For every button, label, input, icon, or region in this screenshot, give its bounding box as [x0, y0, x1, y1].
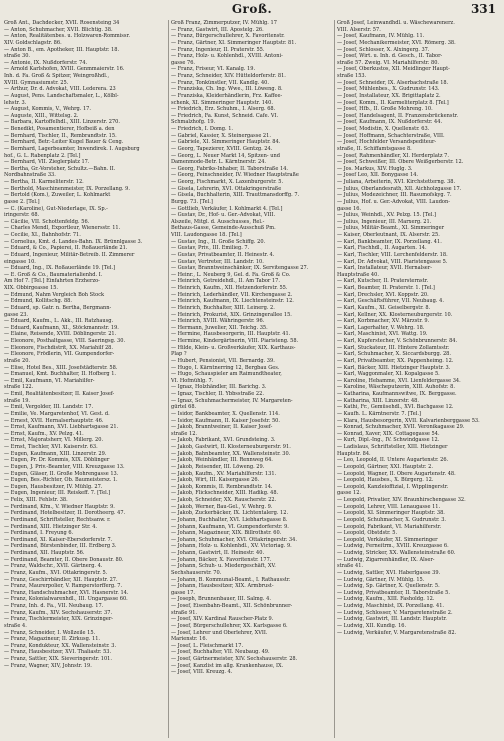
directory-entry: — Cecilie, XI., Bahnhofstr. 71.	[4, 232, 81, 238]
directory-entry: — August, Pens. Landschaftsmaler, L., Kölbl-	[4, 92, 119, 99]
directory-entry: straße, II. Schiffamtsgasse 8.	[337, 145, 412, 152]
directory-entry: — Edmund, Nahm Vergleich Boh Stock	[4, 291, 105, 298]
directory-entry: — Josef, L. Fleischmarkt 17.	[171, 642, 244, 649]
directory-entry: — Kaufh. L. Kärntnerstr. 7. [Tel.]	[337, 410, 421, 417]
directory-entry: — Franz, Schneider, XIV. Hütteldorferstr. 81.	[171, 73, 286, 79]
directory-entry: — Bernhard, Lagerbeamter, Inwendirek. I. Augsburg	[4, 145, 140, 152]
directory-entry: — Josef, Gärtnermeister, XIV. Sechshauserstr. 28.	[171, 656, 298, 662]
directory-entry: — Hugo, I. Kärntnerring 12, Bergbau Ges.	[171, 364, 280, 371]
directory-entry: — Leopold, Fabrikant, VI. Mariahilferstr.	[337, 523, 442, 530]
directory-entry: — Jakob, Fabrikant, XVI. Grundsteing. 3.	[171, 437, 276, 444]
directory-entry: — Emil, Vergolder, III. Landstr. 17.	[4, 404, 94, 411]
directory-entry: — Josef, Bürgerschullehrer, XX. Karlsgasse 6.	[171, 622, 288, 629]
directory-entry: — Jakob, Reisender, III. Löweng. 29.	[171, 463, 265, 470]
directory-entry: — Josef, Installateur, XX. Brigittaplatz 2.	[337, 92, 441, 99]
directory-entry: — Josef, Komm., II. Karmeliterplatz 8. [Tel.]	[337, 99, 449, 106]
page-number: 331	[470, 2, 496, 16]
directory-entry: — Franz, Tonkünstler, VII. Kandlg. 40.	[171, 79, 269, 86]
directory-entry: — Franz, Maurerpolier, V. Ramperstorfferg. 7.	[4, 583, 123, 590]
directory-entry: — Josef, Handelsagent, II. Franzensbrückenstr.	[337, 112, 458, 119]
directory-entry: — Franz, Inh. d. Fa., VII. Neubaug. 17.	[4, 603, 104, 609]
directory-entry: — Ignaz, Holzhändler, III. Barichg. 3.	[171, 384, 267, 391]
directory-entry: — Edmund, Kollitschg. 88.	[4, 298, 72, 305]
directory-entry: — Josef, Lehrer und Oberlehrer, XVII.	[171, 629, 268, 636]
directory-entry: — Cornelius, Kmt. d. Landes-Bahn. IX. Brünnlgasse 3.	[4, 238, 143, 245]
directory-entry: — Karl, Fischhdl., II. Augarten. 14.	[337, 245, 427, 252]
directory-entry: — Leopold, Privatier, XIV. Braunhirschengasse 32.	[337, 497, 466, 503]
directory-entry: — Cäcilie, VII. Schottenfeldg. 56.	[4, 218, 90, 225]
directory-entry: Groß Josef, Leinwandhdl. u. Wäschewarenerz.	[337, 20, 455, 26]
directory-entry: — Johann, Kaufmann, VI. Gumpendorferstr. 9.	[171, 523, 289, 530]
directory-entry: — Isidor, Bankbeamter, X. Quellenstr. 114.	[171, 410, 280, 417]
page-header	[0, 2, 504, 18]
directory-entry: — Karl, Lagerhalter, V. Wehrg. 18.	[337, 324, 425, 331]
directory-entry: — Karl, Tischler, VIII. Lerchenfelderstr. 18.	[337, 251, 448, 258]
directory-entry: — Johann, Holz- u. Kohlenhdl., XV. Victoriag. 9.	[171, 543, 292, 550]
directory-entry: — Ludwig, Stricker, XX. Wallensteinstraße 60.	[337, 550, 456, 556]
directory-entry: — Jakob, Zuckerbäcker, IX. Lichtentalerg. 12.	[171, 510, 289, 517]
directory-entry: — Josef, Schneider, IX. Alserbachstraße 18.	[337, 79, 449, 86]
directory-entry: — Karl, Installateur, XVII. Hernalser-	[337, 265, 432, 272]
directory-entry: — Julius, Militär-Beamt., XI. Simmeringer	[337, 225, 445, 232]
directory-entry: — Ernst, Tischler, XVI. Kaiserstr. 63.	[4, 444, 98, 450]
directory-entry: — Jos. Markus, XIV. Huglg. 3.	[337, 165, 413, 172]
running-head: Groß.	[231, 2, 273, 16]
directory-entry: — Emanuel, Kmt. Buchhalter, II. Hofberg 1.	[4, 371, 117, 378]
directory-entry: — Leopold, Gärtner, XXI. Hauptstr. 2.	[337, 463, 433, 470]
directory-entry: — Ludwig, Ferneitrm., XVIII. Kreuzgasse 6.	[337, 543, 449, 550]
directory-entry: gasse 2. [Tel.]	[4, 198, 40, 205]
directory-entry: — Johann, Gastwirt, II. Heinestr. 40.	[171, 550, 265, 556]
directory-entry: — Ludwig, Kaufm., XIII. Fasholdg. 12.	[337, 596, 435, 603]
directory-entry: — Gustav, Privatbeamter, II. Heinestr. 4.	[171, 251, 275, 258]
directory-entry: — Karl, Kaufm., XI. Geiselbergstr. 8.	[337, 304, 431, 311]
directory-entry: — Emil, Kaufmann, VI. Mariahilfer-	[4, 377, 95, 384]
directory-entry: — Bernhard, Betr.-Leiter Kugel Bauer & Ceng.	[4, 139, 124, 146]
directory-entry: — Julius, Oberlandesrath, XII. Aichholzgasse 17.	[337, 185, 462, 192]
directory-entry: — Gustav, Vertreter, III. Landstr. 10.	[171, 258, 264, 265]
directory-entry: — Gustav, Branntweinschänker, IX. Servitengasse 27.	[171, 265, 309, 272]
directory-entry: — Jakob, Bahnbeamter, XX. Wallensteinstr. 30.	[171, 450, 291, 457]
directory-entry: — Johann, Schuhmacher, XVI. Ottakringerstr. 34.	[171, 536, 297, 543]
directory-entry: — Karl, Waggonmaler, XI. Kopalgasse 5.	[337, 371, 440, 378]
directory-entry: — Eduard, sp. Gatr. n. Bertha, Bergmann-	[4, 304, 112, 311]
directory-entry: — Eduard, Kaufmann, XI., Stöckmannstr. 19.	[4, 324, 119, 331]
directory-entry: — Julius, Modezeichner, III. Rasumofskyg. 7.	[337, 192, 452, 199]
directory-entry: — Karl, Dr. Advokat, VIII. Piaristengasse 5.	[337, 258, 448, 265]
directory-entry: — Isidor, Kaufmann, II. Kaiser Josefstr. 50.	[171, 417, 280, 424]
directory-entry: — Hugo, Schauspieler am Raimundtheater,	[171, 371, 282, 378]
directory-entry: — Ignaz, Tischler, II. Ybbsstraße 22.	[171, 391, 264, 397]
directory-entry: — Johann, Hausbesitzer, XIX. Armbrust-	[171, 583, 274, 590]
directory-entry: XIV. Goldschlagstr. 86.	[4, 39, 62, 46]
directory-entry: Am Hof 7. [Tel.] Einfahrten Erzherzo-	[4, 278, 100, 285]
directory-entry: — Leo, Leopold, II. Untere Augartenstr. 26.	[337, 457, 449, 464]
directory-entry: — Eduard, Ing., IX. Roßauerlände 19. [Tel.]	[4, 265, 116, 272]
directory-entry: — Johann, Buchhalter, XVI. Liebhartsgasse 8.	[171, 516, 288, 523]
directory-entry: Marienstr. 16.	[171, 636, 208, 643]
directory-entry: VI. Hofmühlg. 7.	[171, 377, 214, 384]
directory-entry: Plap ?	[171, 351, 187, 358]
directory-entry: — Gustav, Ing., II. Große Schiffg. 20.	[171, 238, 266, 245]
directory-entry: — Josef, Hfb., II. Große Mohreng. 10.	[337, 106, 433, 113]
directory-entry: — Franz, Ingenieur, II. Praterstr. 55.	[171, 46, 265, 53]
directory-entry: — Ernst, Kaufmann, XVI. Liebhartsgasse 21.	[4, 424, 119, 431]
directory-entry: — Bernhard, VII. Zieglerplatz 17.	[4, 159, 90, 166]
directory-entry: Damenmode-Betr. L. Kärntnerstr. 24.	[171, 159, 267, 166]
directory-entry: — Jakob, Kaufm., XV. Mariahilferstr. 131.	[171, 470, 277, 477]
directory-entry: straße 4.	[4, 622, 27, 629]
directory-entry: — Ludwig, Sattler, XVI. Haberlgasse 39.	[337, 569, 441, 576]
directory-entry: — Hermann, Juwelier, XII. Teichg. 35.	[171, 324, 268, 331]
directory-entry: — Leopold, Hausbes., X. Bürgerg. 12.	[337, 477, 434, 484]
directory-entry: — Franz, Gastwirt, III. Apostelg. 26.	[171, 26, 264, 33]
directory-entry: — Karl, Beamter, II. Praterstr. 1. [Tel.]	[337, 285, 435, 291]
column-1	[2, 20, 168, 738]
directory-entry: straße 12.	[171, 430, 198, 437]
directory-entry: — Klara, Hausbesorgerin, XVII. Kalvarienberggasse 53.	[337, 417, 480, 424]
directory-entry: — Ludwig, XII. Kundig. 16.	[337, 622, 407, 629]
directory-entry: XVIII. Gymnasiumstr. 25.	[4, 79, 69, 86]
directory-entry: — Bernhard, Tischler, II., Rembrandtstr. 15.	[4, 132, 117, 139]
directory-entry: — Karl, Bankbeamter, IX. Porzellang. 41.	[337, 238, 442, 245]
directory-entry: — Leopold, Schuhmacher, X. Gudrunstr. 3.	[337, 516, 447, 523]
directory-entry: — Ferdinand, Hotelbesitzer, II. Dorotheerg. 47.	[4, 510, 126, 517]
directory-entry: — Ferdinand, Kfm., V. Wiedner Hauptstr. 9.	[4, 503, 115, 510]
directory-entry: — Leopold, Obstdstr. 5.	[337, 530, 398, 537]
directory-entry: — Jakob, Wirt, III. Kaisergasse 26.	[171, 477, 260, 484]
directory-entry: — Emil, Realitätenbesitzer, II. Kaiser Josef-	[4, 391, 115, 397]
directory-entry: — Karl, Kellner, XX. Klosterneuburgerstr. 10.	[337, 311, 453, 318]
directory-entry: straße 20.	[4, 357, 31, 364]
directory-entry: — Karl, Bäcker, XIII. Hietzinger Hauptstr. 3.	[337, 364, 451, 371]
directory-entry: — Ignaz, Schuhmachermeister, IV. Margareten-	[171, 397, 293, 404]
directory-entry: — Eduard, Ingenieur, Militär-Betreib. II. Zimmerer	[4, 251, 135, 258]
directory-entry: — Ferdinand, XIII. Hietzinger Str. 4.	[4, 523, 98, 530]
directory-entry: — Katharina, Kaufmannswitwe, IX. Berggasse.	[337, 391, 457, 397]
directory-entry: — Franz, Holz- u. Kohlenhdl., XVIII. Antoni-	[171, 53, 283, 60]
directory-entry: — Heinrich, Lederhändler, VII. Kirchengasse 2.	[171, 291, 293, 298]
directory-entry: — Franz, Kolonialwarenhdl., III. Ungargasse 60.	[4, 596, 128, 603]
directory-entry: — Julius, Hof. u. Ger.-Advokat, VIII. Laudon-	[337, 198, 450, 205]
directory-entry: — Arthur, Dr. d. Advokat, VIII. Lederera. 23	[4, 86, 116, 93]
directory-entry: — Georg, Fischmarkt, X. Laxenburgerstr. 5.	[171, 179, 284, 185]
directory-entry: — Jakob, Kommis, II. Rembrandtstr. 14.	[171, 483, 273, 490]
directory-entry: — Jakob, Gastwirt, II. Klosterneuburgerstr. 91.	[171, 444, 291, 450]
directory-entry: — Karl, Geschäftsführer, VII. Neubaug. 4.	[337, 298, 444, 305]
directory-entry: — Emilie, Ve. Margaretenhof, VI. Gest. d.	[4, 410, 110, 417]
directory-entry: — Bertha, Gr.-Vorsteher, Schultz.—Bahn. II.	[4, 165, 116, 172]
directory-entry: — Josef, Kanzlist im allg. Krankenhause, IX.	[171, 662, 284, 669]
directory-entry: — Josef, Wirt. u. Inh. d. Gesch., II. Tabor-	[337, 53, 443, 60]
directory-entry: — Josef, Modistin, X. Quellenstr. 63.	[337, 126, 430, 132]
directory-entry: — Hilde, Klein- u. Großverkäufer, XIX. Karthaus-	[171, 344, 296, 351]
directory-entry: — Johann, B. Kommunal-Beamt., I. Rathausstr.	[171, 576, 291, 583]
directory-entry: VIII. Alserstr. 57.	[337, 26, 381, 33]
directory-entry: — Georg, Tapezierer, XVIII. Gentzg. 24.	[171, 145, 273, 152]
directory-entry: — Friedrich, I. Domg. 1.	[171, 126, 234, 132]
directory-entry: Hauptstraße 40.	[337, 271, 379, 278]
directory-entry: Inh. d. Fa. Groß & Spitzer, Weingroßhdl.,	[4, 73, 110, 79]
directory-entry: — Leopold, Lehrer, VIII. Lenaugasse 11.	[337, 503, 441, 510]
directory-entry: — Jakob, Flickschneider, XIII. Hadikg. 48.	[171, 490, 279, 497]
directory-entry: — Bertha, II. Karmeliterstr. 12.	[4, 179, 84, 185]
directory-entry: — Leopold, Verkäufer, XI. Simmeringer	[337, 536, 438, 543]
directory-entry: gasse 76.	[171, 59, 196, 66]
directory-entry: — Karl, Kutscher, II. Pratersternstr.	[337, 278, 429, 285]
directory-entry: — Georg, Feinschneider, IV. Wiedner Hauptstraße	[171, 172, 299, 179]
directory-entry: — Franz, Gärtner, XI. Simmeringer Hauptstr. 81.	[171, 39, 297, 46]
directory-entry: — Eugen, Hausbesitzer, IV. Mühlg. 27.	[4, 483, 103, 490]
directory-entry: — Ludwig, Gärtner, IV. Mühlg. 15.	[337, 576, 425, 583]
directory-entry: straße 153.	[337, 73, 367, 79]
directory-entry: — Josef, Mechanikermeister, XVI. Römerg. 38.	[337, 39, 456, 46]
directory-entry: — Eduard, Kaufm., L. Akk., III. Ratzhausg.	[4, 318, 114, 325]
directory-entry: Sechshauserstr. 70.	[171, 569, 222, 576]
directory-entry: — Karoline, Hebamme, XVI. Lienfeldergasse 34.	[337, 377, 461, 384]
directory-entry: — Ludwig, Verkäufer, V. Margaretenstraße 82.	[337, 629, 457, 636]
directory-entry: — Karl, Privatbeamter, XX. Pappenheimg. 12.	[337, 357, 454, 364]
directory-entry: straße 41.	[337, 563, 364, 570]
directory-entry: — Franz, Waldschr., XVII. Gärtnerg. 4.	[4, 563, 103, 570]
directory-entry: straße 91.	[171, 609, 198, 616]
directory-entry: — Kurt, Dipl.-Ing., IV. Schwindgasse 12.	[337, 437, 440, 444]
directory-entry: — Johann, Bäcker, X. Favoritenstr. 177.	[171, 556, 272, 563]
directory-entry: — Jakob, Branntweiner, II. Kaiser Josef-	[171, 424, 273, 431]
directory-entry: — Friedrich, Erz. Schuhm., I. Alserg. 68.	[171, 106, 276, 113]
directory-entry: — Friedrich, Fa. Kunst, Schneid. Cafe. VI.	[171, 112, 279, 119]
directory-entry: — Arnold Karlshofen, XVIII. Genmmaierstr. 16.	[4, 66, 125, 73]
directory-entry: — Ludwig, Privatbeamter, II. Taborstraße 5.	[337, 589, 450, 596]
directory-entry: — Josef, Schweißer, III. Obere Weißgerberstr. 12.	[337, 159, 464, 166]
directory-entry: — Eugen, Pr. Dr. Kommis, XIX. Döblinger	[4, 457, 110, 464]
directory-entry: — Antonie, IX. Nußdorferstr. 74.	[4, 59, 88, 66]
directory-entry: — Ladislaus, Schriftsteller, XIII. Hietzinger	[337, 444, 448, 450]
directory-entry: — Franz, Schneider, I. Wollzeile 15.	[4, 629, 96, 636]
directory-entry: — Ferdinand, I. Freyung 6.	[4, 530, 74, 537]
directory-entry: — Johann, Magazineur, XIX. Billrothstr. 60.	[171, 530, 282, 537]
directory-entry: — Josef, Buchhalter, VII. Neubaug. 49.	[171, 649, 270, 656]
directory-entry: Bethaus-Gasse, Gemeinde-Ausschuß Pm.	[171, 225, 276, 232]
directory-entry: — Heinrich, Kaufmann, IX. Liechtensteinstr. 12.	[171, 298, 294, 305]
directory-entry: — Franz, Kaufm., XIV. Sechshauserstr. 37.	[4, 609, 113, 616]
directory-entry: — Eugen, Ingenieur, III. Reiskeff. 7. [Tel.]	[4, 490, 111, 497]
directory-entry: — Franz, Bürgerschullehrer, X. Favoritenstr.	[171, 33, 285, 40]
directory-entry: — Franz, Kaufm., XVI. Ottakringerstr. 5.	[4, 569, 108, 576]
directory-entry: Alszeile, Mitgl. d. Ausschusses, Rel.-	[171, 218, 265, 225]
directory-entry: — Hermine, Kindergärtnerin, VIII. Piaristeng. 58.	[171, 338, 299, 344]
directory-entry: — Eduard, & Co., Papierei, II. Roßauerlände 21.	[4, 245, 128, 252]
directory-entry: gasse 17.	[171, 589, 196, 596]
directory-entry: — Ferdinand, Beamter, II. Obere Donaustr. 80.	[4, 556, 124, 563]
directory-entry: — Eleonore, Posthaltgasse, VIII. Saeringsg. 30.	[4, 338, 126, 344]
directory-entry: — Charles Mendl, Exportleur, Wienersstr. 11.	[4, 225, 121, 232]
directory-entry: Groß Ant., Dachdecker, XVII. Rosensteing 34	[4, 20, 120, 26]
directory-entry: — Berthold, Maschinenmeister, IX. Porzellang. 9.	[4, 185, 130, 192]
directory-entry: — Julius, Weinhdl., XV. Pelzg. 15. [Tel.]	[337, 212, 436, 219]
directory-entry: — Josef, Kaufmann, IV. Mühlg. 11.	[337, 33, 425, 40]
directory-entry: straße 30.	[4, 53, 31, 60]
directory-entry: — Eugen, Bes.-Richter, Ob. Baumeistersz. 1.	[4, 477, 118, 484]
directory-entry: — Gustav, Priv., III. Emilieg. 7.	[171, 245, 250, 252]
directory-entry: — Konrad, Schuhmacher, XVII. Veronikagasse 29.	[337, 424, 465, 431]
directory-entry: — Heinrich, Prokurist, XIX. Grinzingerallee 15.	[171, 311, 292, 318]
directory-entry: — Leopold, XI. Simmeringer Hauptstr. 38.	[337, 510, 445, 517]
directory-entry: — Ludwig, Sp. Gärtner, X. Quellenstr. 5.	[337, 583, 440, 590]
directory-entry: — Gottlieb, Verkäufer, I. Kohlmarkt 4. [Tel.]	[171, 205, 283, 212]
directory-entry: — Josef Leo, XII. Bonygasse 14.	[337, 172, 419, 179]
directory-entry: — Heinrich, XVIII. Währingerstr. 96.	[171, 318, 265, 325]
directory-entry: straße 122.	[4, 384, 34, 391]
directory-entry: Groß Franz, Zimmerputzer, IV. Mühlg. 17	[171, 20, 277, 26]
directory-entry: — Leopold, Wagner, II. Obere Augartenstr. 48.	[337, 470, 456, 477]
directory-entry: — Gisela, Buchhalterin, XIII. Trauttmansdorffg. 7.	[171, 192, 300, 199]
directory-entry: iringerstr. 68.	[4, 212, 40, 219]
directory-entry: — Josef, Mühlenbes., X. Gudrunstr. 143.	[337, 86, 440, 93]
directory-entry: — Karl, Kupferstecher, V. Schönbrunnerstr. 84.	[337, 338, 458, 344]
directory-entry: — Jakob, Schneider, XX. Rauscherstr. 22.	[171, 497, 277, 503]
directory-entry: VIII. Laudongasse 18. [Tel.]	[171, 232, 242, 238]
directory-entry: — Franz, Hausbesitzer, XVI. Thaliastr. 53.	[4, 649, 112, 656]
directory-entry: hof., G. L. Rabenplatz 2. [Tel.]	[4, 152, 81, 159]
directory-entry: — Ernst, Kaufm., XV. Pelzg. 41.	[4, 430, 84, 437]
directory-entry: — Karl, Korbmacher, XV. Märzstr. 9.	[337, 318, 430, 325]
directory-entry: — Kathi, Fr., Gemüsehdl., XVI. Bachgasse 12.	[337, 404, 454, 411]
directory-entry: — Jakob, Weinhändler, III. Rennweg 64.	[171, 457, 273, 464]
directory-entry: — Ludwig, Zigarrenhändler, IX. Alser-	[337, 556, 435, 563]
directory-entry: — Franz, Tischlermeister, XIX. Grinzinger-	[4, 616, 113, 623]
directory-entry: Hauptstr. 84.	[337, 450, 371, 457]
directory-entry: — Josef, Rahmenhändler, XI. Herderplatz 7.	[337, 152, 449, 159]
directory-entry: — Ludwig, Schlosser, V. Margaretenstraße 2.	[337, 609, 453, 616]
directory-entry: — Josef, Kaufmann, IX. Nußdorferstr. 44.	[337, 119, 443, 126]
directory-entry: — Leopold, Kanzleioffizial, I. Wipplingerstr.	[337, 483, 449, 490]
directory-entry: Schmalzhofg. 19.	[171, 119, 216, 126]
directory-entry: — Ludwig, Gastwirt, III. Landstr. Hauptstr.	[337, 616, 447, 623]
directory-entry: — August, Kommis, V., Wehrg. 17.	[4, 106, 91, 113]
directory-entry: — Ferdinand, XI. Kaiser-Ebersdorferstr. 7.	[4, 536, 113, 543]
directory-entry: — Ferdinand, Schriftsteller, Rechtsanw. r.	[4, 516, 111, 523]
directory-entry: straße 57. Zweig. VI. Mariahilferstr. 80.	[337, 59, 440, 66]
directory-entry: — Karl, Drechsler, XVI. Koppstr. 20.	[337, 291, 429, 298]
directory-entry: — Ferdinand, XII. Hauptstr. 56.	[4, 550, 85, 556]
directory-entry: — Georg, Fabriks-Inhaber, II. Taborstraße 14.	[171, 165, 289, 172]
directory-entry: — Franziska, Kleiderhändlerin, Frz. Kaffee-	[171, 92, 283, 99]
directory-entry: — Heinrich, Buchhalter, XIII. Leinerg. 2.	[171, 304, 275, 311]
directory-entry: lehstr. 3.	[4, 99, 27, 106]
directory-entry: — Eugen, Kaufmann, XIII. Linzerstr. 29.	[4, 450, 107, 457]
directory-entry: — Benedikt, Posamentierer, Hofbeiß a. den	[4, 126, 115, 132]
directory-entry: — Karl, Schuhmacher, X. Siccardsburgg. 28.	[337, 351, 451, 358]
directory-entry: — Elaine, Reisende, XVIII. Döblingerstr. 21.	[4, 331, 117, 338]
directory-entry: — Josef, Hochfelder Versandspediteur-	[337, 139, 437, 146]
directory-entry: schenk, XI. Simmeringer Hauptstr. 140.	[171, 99, 273, 106]
directory-entry: — Franz, Magazineur, II. Zirkusg. 11.	[4, 636, 101, 643]
directory-entry: — Franz, Kondukteur, XX. Wallensteinstr. 3.	[4, 642, 117, 649]
entry-columns	[2, 20, 502, 738]
directory-entry: — Franziska, Ch. Ing. Wwe., III. Löweng. 8.	[171, 86, 283, 93]
directory-entry: — Eleonore, Fischdistrit, XX. Mariahilf 28.	[4, 344, 113, 351]
directory-entry: — Joseph, Brunnenbauer, III. Salmg. 4.	[171, 596, 271, 603]
directory-entry: — Johann, Schuh- u. Miedergeschäft, XV.	[171, 563, 276, 570]
directory-entry: — Barbara, Kartoffelhdl., XIII. Linzerstr. 270.	[4, 119, 120, 126]
directory-entry: — Gisela, Lehrerin, XVI. Ottakringerstraße	[171, 185, 282, 192]
directory-entry: — Anton B., em. Apotheker, III. Hauptstr. 18.	[4, 46, 120, 53]
directory-entry: — Hermine, Hausbesorgerin, III. Hauptstr. 41.	[171, 331, 291, 338]
directory-entry: Burgg. 73. [Tel.]	[171, 198, 213, 205]
directory-entry: — Josef, Oberkustos, XII. Meidlinger Haupt-	[337, 66, 450, 73]
column-3	[334, 20, 500, 738]
directory-entry: gasse 23.	[4, 311, 29, 318]
directory-entry: — Julius, Ingenieur, III. Marxerg. 21.	[337, 218, 432, 225]
directory-entry: — Josef, Schlosser, X. Alxingerg. 37.	[337, 46, 430, 53]
directory-entry: — Auguste, XIII., Wittelsg. 2.	[4, 112, 79, 119]
directory-entry: — Ludwig, Maschinist, IX. Porzellang. 41.	[337, 603, 445, 609]
directory-entry: — Gabriele, XI. Simmeringer Hauptstr. 84.	[171, 139, 281, 146]
directory-entry: — Anton, Schuhmacher, XVII. Blichtig. 38.	[4, 26, 113, 33]
directory-entry: — Franz, Handschuhmacher, XVI. Hasnerstr. 14.	[4, 589, 129, 596]
directory-entry: — Hubert, Pensionist, VII. Bernardg. 39.	[171, 357, 275, 364]
directory-entry: — Gabriel, Kassier, X. Steinergasse 21.	[171, 132, 271, 139]
directory-entry: — Heinrich, Getreidehdl., II. Am Tabor 17.	[171, 278, 280, 285]
directory-entry: — E. Groß & Co., Baumaterialienhd. I.	[4, 271, 103, 278]
directory-entry: — C. (Karoline), Gut-Niederlage, IX. Sp.-	[4, 205, 108, 212]
directory-entry: Nordbahnstraße 33.	[4, 172, 56, 179]
directory-entry: — Felix, XIII. Fehlstr. 38.	[4, 497, 68, 503]
directory-entry: gasse 16.	[337, 205, 362, 212]
directory-entry: — Josef, VIII. Kreuzg. 4.	[171, 669, 233, 676]
directory-entry: — Karl, Maschinist, XVI. Wattg. 19.	[337, 331, 428, 338]
directory-entry: XIX. Obbirgeasse 15.	[4, 285, 59, 291]
directory-entry: — Jakob, Werner, Bau-Gel., V. Wehrg. 9.	[171, 503, 273, 510]
directory-entry: — Heinrich, Kaufm., XII. Hetzendorferstr. 55.	[171, 285, 288, 291]
directory-entry: — Franz, Friseur, VI. Kanalg. 19.	[171, 66, 256, 73]
directory-entry: — Konrad, Xaver, XIX. Cottagegasse 54.	[337, 430, 440, 437]
directory-entry: — Heinr., L. Neuberg 9, Gel. d. Fa. Groß & Co.	[171, 271, 291, 278]
directory-entry: — Josef, XIV. Kardinal Rauscher-Platz 9.	[171, 616, 274, 623]
directory-entry: — Franz, Wagner, XIV, Johnstr. 19.	[4, 662, 92, 669]
directory-entry: — Josef, Hoffmann, Schachterstraße, VIII.	[337, 132, 445, 139]
directory-entry: — Anton, Realitätenbes. u. Holzwaren-Rommissr.	[4, 33, 130, 40]
directory-entry: — Franz, Sattler, XIX. Sieveringerstr. 101.	[4, 656, 112, 662]
directory-entry: — Ernest, XVII. Hernalserhauptstr. 46.	[4, 417, 104, 424]
directory-entry: straße 19.	[4, 397, 31, 404]
directory-entry: — Franz, Geschirrbändler, XII. Hauptstr. 27.	[4, 576, 118, 583]
directory-entry: gürtel 68.	[171, 404, 197, 411]
directory-entry: — Elise, Hotel Bes., XIII. Josefstädterstr. 58.	[4, 364, 118, 371]
directory-entry: — Karoline, Wäscheputzerin, XIII. Auhofstr. 8.	[337, 384, 455, 391]
directory-entry: eingasse 10.	[4, 258, 36, 265]
directory-entry: — Josef, Eisenbahn-Beamt., XII. Schönbrunner-	[171, 603, 293, 609]
directory-entry: — Karl, Stuckateur, III. Hintere Zollamtsstr.	[337, 344, 450, 351]
directory-entry: — Eugen, Gläser, II. Große Mohrengasse 13.	[4, 470, 119, 477]
directory-entry: — Kaiser, Oberleutnant, IX. Alserstr. 25.	[337, 232, 440, 238]
column-2	[168, 20, 334, 738]
directory-entry: — Eleonore, Frödlerin, VII. Gumpendorfer-	[4, 351, 115, 358]
directory-entry: — Katharina, XIII. Linzerstr. 48.	[337, 397, 419, 404]
directory-entry: gasse 12.	[337, 490, 362, 497]
directory-entry: — Ernst, Majoratsherr, VI. Millerg. 20.	[4, 437, 104, 444]
directory-entry: — Ferdinand, Bürstenbinder, III. Erdberg 3.	[4, 543, 117, 550]
directory-entry: — Gustav, Dr., Hof- u. Ger.-Advokat, VIII.	[171, 212, 276, 219]
directory-entry: — Georg, L. Neuer Markt 14, Spitzen- und	[171, 152, 280, 159]
directory-entry: — Juliana, Arbeiterin, XVI. Kirchstetterng. 38.	[337, 179, 456, 185]
directory-entry: — Bertold (Kom.), Zuweiler, L. Kohlmarkt	[4, 192, 111, 199]
directory-entry: — Eugen, J. Priv.-Beamter, VIII. Kreuzgasse 13.	[4, 463, 125, 470]
